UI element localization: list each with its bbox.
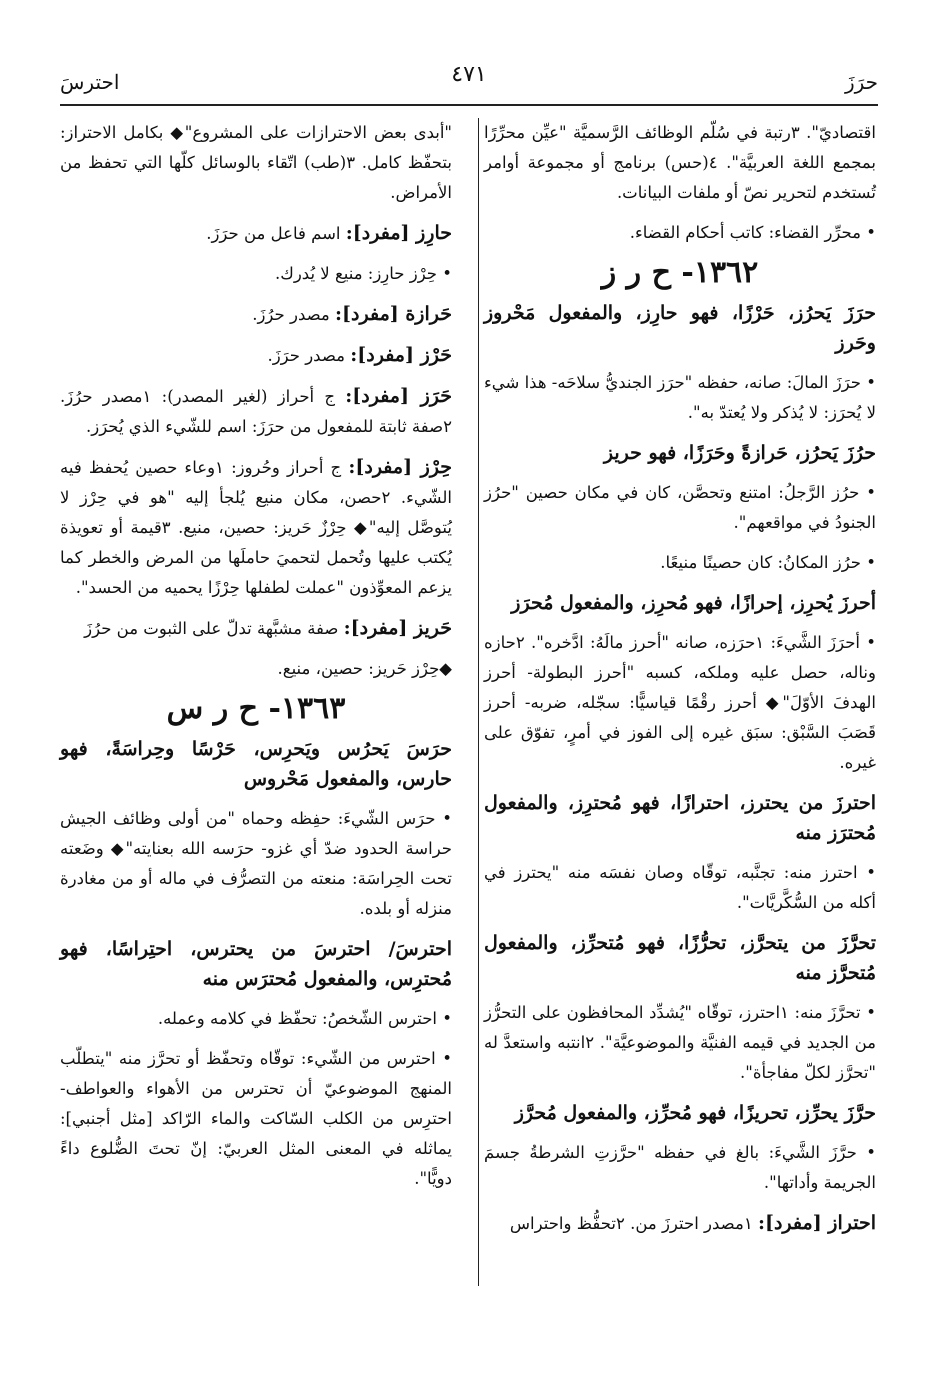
- entry: [60, 381, 452, 442]
- entry-headword: احترسَ/ احترسَ من يحترس، احتِراسًا، فهو مُحترِس، والمفعول مُحترَس منه: [60, 938, 452, 990]
- entry-headword: احتراز [مفرد]:: [757, 1212, 876, 1234]
- entry-definition: صفة مشبَّهة تدلّ على الثبوت من حرُزَ: [84, 619, 344, 638]
- entry-headword: حِرْز [مفرد]:: [348, 456, 453, 478]
- header-rule: [60, 104, 878, 106]
- continuation-text: اقتصاديّ". ٣رتبة في سُلّم الوظائف الرَّسميَّة "عيِّن محرِّرًا بمجمع اللغة العربيَّة". ٤(حس) برنامج أو مجموعة أوامر تُستخدم لتحرير نصّ أو ملفات البيانات.: [484, 123, 876, 202]
- entry-headword: حَرْز [مفرد]:: [350, 344, 452, 366]
- entry: [60, 613, 452, 644]
- sense-item: • تحرَّزَ منه: ١احترز، توقّاه "يُشدِّد المحافظون على التحرُّز من الجديد في قيمه الفنيَّة والموضوعيَّة". ٢انتبه واستعدَّ له "تحرَّز لكلّ مفاجأة".: [484, 998, 876, 1088]
- sense-item: • احترس من الشّيء: توقّاه وتحفّظ أو تحرَّز منه "يتطلّب المنهج الموضوعيّ أن تحترس من الأهواء والعواطف- احترِس من الكلب السّاكت والماء الرّاكد [مثل أجنبي]: يماثله في المعنى المثل العربيّ: إنّ تحتَ الضُّلوع داءً دويًّا".: [60, 1044, 452, 1194]
- root-section-heading: ١٣٦٢- ح ر ز: [601, 255, 759, 290]
- sense-item: • أحرَزَ الشَّيءَ: ١حرَزه، صانه "أحرز مالَهُ: ادَّخره". ٢حازه وناله، حصل عليه وملكه، كسبه "أحرز البطولة- أحرز الهدفَ الأوّلَ"◆ أحرز رقْمًا قياسيًّا: سجّله، ضربه- أحرز قَصَبَ السَّبْق: سبَق غيره إلى الفوز في أمرٍ، تفوّق على غيره.: [484, 628, 876, 778]
- header-guide-word-left: احترسَ: [60, 70, 120, 94]
- sense-item: • احترس الشّخصُ: تحفّظ في كلامه وعمله.: [60, 1004, 452, 1034]
- entry-definition: اسم فاعل من حرَزَ.: [206, 224, 346, 243]
- entry-definition: مصدر حرَزَ.: [267, 346, 351, 365]
- entry-definition: ج أحراز وحُروز: ١وعاء حصين يُحفظ فيه الشّيء. ٢حصن، مكان منيع يُلجأ إليه "هو في حِرْز لا يُتوصَّل إليه"◆ حِرْزٌ حَريز: حصين، منيع. ٣قيمة أو تعويذة يُكتب عليها وتُحمل لتحميَ حاملَها من المرض والخطر كما يزعم المعوِّذون "عملت لطفلها حِرْزًا يحميه من الحسد".: [60, 458, 452, 597]
- page-number: ٤٧١: [451, 62, 487, 87]
- entry-definition: مصدر حرُزَ.: [252, 305, 336, 324]
- sense-item: • حِرْز حارِز: منيع لا يُدرك.: [60, 259, 452, 289]
- sense-item: • حرَّزَ الشَّيءَ: بالغ في حفظه "حرَّزتِ الشرطةُ جسمَ الجريمة وأداتها".: [484, 1138, 876, 1198]
- entry-headword: احترزَ من يحترز، احترازًا، فهو مُحترِز، والمفعول مُحترَز منه: [484, 792, 876, 844]
- right-column: [484, 118, 876, 1249]
- root-section-heading: ١٣٦٣- ح ر س: [166, 691, 346, 726]
- entry-headword: حَرازة [مفرد]:: [335, 303, 452, 325]
- entry-definition: ١مصدر احترزَ من. ٢تحفُّظ واحتراس: [509, 1214, 758, 1233]
- entry: [60, 218, 452, 249]
- entry-headword: حرَّزَ يحرِّز، تحريزًا، فهو مُحرِّز، والمفعول مُحرَّز: [514, 1102, 876, 1124]
- sense-item: • محرِّر القضاء: كاتب أحكام القضاء.: [484, 218, 876, 248]
- sense-item: • حرَس الشّيءَ: حفِظه وحماه "من أولى وظائف الجيش حراسة الحدود ضدّ أي غزو- حرَسه الله بعنايته"◆ وضَعته تحت الحِراسَة: منعته من التصرُّف في ماله أو من مغادرة منزله أو بلده.: [60, 804, 452, 924]
- entry-headword: حارِز [مفرد]:: [345, 222, 452, 244]
- continuation-text: ◆حِرْز حَريز: حصين، منيع.: [277, 659, 452, 678]
- sense-item: • حرَزَ المالَ: صانه، حفظه "حرَز الجنديُّ سلاحَه- هذا شيء لا يُحرَز: لا يُذكر ولا يُعتدّ به".: [484, 368, 876, 428]
- entry: [60, 340, 452, 371]
- continuation-text: "أبدى بعض الاحترازات على المشروع"◆ بكامل الاحتراز: بتحفّظ كامل. ٣(طب) اتّقاء بالوسائل كلّها التي تحفظ من الأمراض.: [60, 123, 452, 202]
- entry: [60, 452, 452, 603]
- entry-headword: أحرزَ يُحرِز، إحرازًا، فهو مُحرِز، والمفعول مُحرَز: [511, 592, 876, 614]
- entry-definition: ج أحراز (لغير المصدر): ١مصدر حرُزَ. ٢صفة ثابتة للمفعول من حرَزَ: اسم للشّيء الذي يُحرَز.: [60, 387, 452, 436]
- entry-headword: تحرَّزَ من يتحرَّز، تحرُّزًا، فهو مُتحرِّز، والمفعول مُتحرَّز منه: [484, 932, 876, 984]
- page-header: [60, 62, 878, 102]
- sense-item: • حرُز المكانُ: كان حصينًا منيعًا.: [484, 548, 876, 578]
- entry: [484, 1208, 876, 1239]
- entry-headword: حَرَز [مفرد]:: [345, 385, 452, 407]
- entry: [60, 299, 452, 330]
- entry-headword: حَريز [مفرد]:: [343, 617, 452, 639]
- entry-headword: حرَزَ يَحرُز، حَرْزًا، فهو حارِز، والمفعول مَحْروز وحَرز: [484, 302, 876, 354]
- entry-headword: حرَسَ يَحرُس ويَحرِس، حَرْسًا وحِراسَةً، فهو حارس، والمفعول مَحْروس: [60, 738, 452, 790]
- sense-item: • احترز منه: تجنَّبه، توقّاه وصان نفسَه منه "يحترز في أكله من السُّكَّريَّات".: [484, 858, 876, 918]
- entry-headword: حرُزَ يَحرُز، حَرازةً وحَرَزًا، فهو حريز: [603, 442, 876, 464]
- header-guide-word-right: حرَزَ: [844, 70, 878, 94]
- sense-item: • حرُز الرَّجلُ: امتنع وتحصَّن، كان في مكان حصين "حرُز الجنودُ في مواقعهم".: [484, 478, 876, 538]
- column-divider: [478, 118, 479, 1286]
- left-column: [60, 118, 452, 1204]
